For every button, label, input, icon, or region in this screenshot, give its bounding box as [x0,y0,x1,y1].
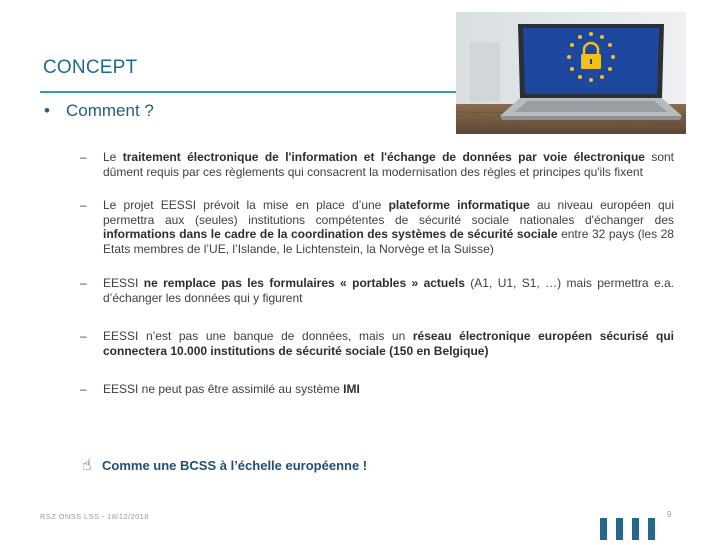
text-run: EESSI [103,276,144,290]
bold-run: plateforme informatique [388,198,530,212]
pointing-hand-icon: ☝ [82,457,92,474]
logo-bar [648,518,655,540]
list-item [80,329,674,358]
footer-text: RSZ ONSS LSS - 18/12/2018 [40,512,149,521]
text-run: sont dûment requis par ces règlements qui consacrent la modernisation des règles et principes qu'ils fixent [103,150,675,179]
logo-bar [632,518,639,540]
logo-bar [600,518,607,540]
bold-run: ne remplace pas les formulaires « portables » actuels [143,276,465,290]
list-item [80,150,674,179]
bold-run: informations dans le cadre de la coordination des systèmes de sécurité sociale [103,227,558,241]
item-text [103,329,674,358]
dash-marker: – [80,382,87,396]
bold-run: IMI [343,382,360,396]
list-item [80,276,674,305]
slide-title: CONCEPT [43,57,138,78]
conclusion-text: Comme une BCSS à l’échelle européenne ! [102,458,368,473]
text-run: Le projet EESSI prévoit la mise en place d’une [103,198,389,212]
logo-bar [616,518,623,540]
sub-items-list [80,150,674,397]
page-number: 9 [667,510,672,519]
text-run: EESSI ne peut pas être assimilé au système [103,382,344,396]
list-item [80,198,674,256]
bullet-comment [44,101,154,121]
dash-marker: – [80,150,87,164]
text-run: EESSI n’est pas une banque de données, mais un [103,329,413,343]
bold-run: réseau électronique européen sécurisé qui connectera 10.000 institutions de sécurité sociale (150 en Belgique) [103,329,675,358]
text-run: Le [103,150,123,164]
title-underline [40,91,465,93]
item-text [103,150,674,179]
text-run: entre 32 pays (les 28 Etats membres de l’UE, l’Islande, le Lichtenstein, la Norvège et la Suisse) [103,227,674,256]
list-item [80,382,674,397]
laptop-photo [456,12,686,134]
text-run: (A1, U1, S1, …) mais permettra e.a. d’échanger les données qui y figurent [103,276,674,305]
item-text [103,382,360,396]
dash-marker: – [80,198,87,212]
conclusion-line [82,455,367,475]
item-text [103,276,674,305]
bullet-symbol: • [44,101,50,120]
dash-marker: – [80,276,87,290]
bold-run: traitement électronique de l'information et l'échange de données par voie électronique [122,150,645,164]
text-run: au niveau européen qui permettra aux (seules) institutions compétentes de sécurité sociale nationales d'échanger des [103,198,674,227]
dash-marker: – [80,329,87,343]
item-text [103,198,674,256]
onss-logo [600,518,664,545]
bullet-text: Comment ? [66,101,154,120]
